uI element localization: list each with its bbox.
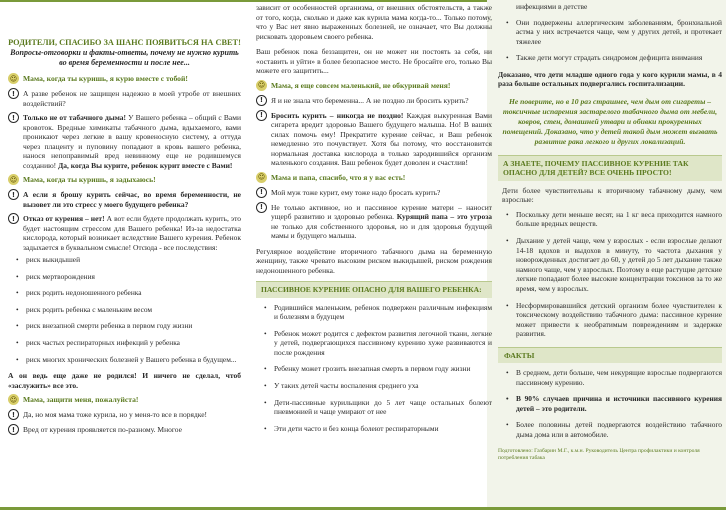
third-hand-smoke-note: Не поверите, но в 10 раз страшнее, чем дым от сигареты – токсичные испарения застарелого табачного дыма от мебели, ковров, стен, домашней утвари и обивки прокуренных помещений. Доказано, что у детей такой дым может вызвать развитие рака легкого и других локализаций. <box>502 96 718 146</box>
exclamation-icon: ! <box>8 213 19 224</box>
risk-conclusion: А он ведь еще даже не родился! И ничего не сделал, чтоб «заслужить» все это. <box>8 371 241 390</box>
paragraph: Дети более чувствительны к вторичному табачному дыму, чем взрослые: <box>502 185 722 205</box>
child-quote-4: ☺ Мама, я еще совсем маленький, не обкуривай меня! <box>257 80 451 90</box>
proven-fact: Доказано, что дети младше одного года у кого курили мамы, в 4 раза больше остальных подвергались госпитализации. <box>498 69 722 89</box>
smile-icon: ☺ <box>9 74 18 83</box>
list-item: • Несформировавшийся детский организм более чувствителен к токсическому воздействию табачного дыма: пассивное курение может привести к необратимым повреждениям и задержке развития. <box>506 301 722 339</box>
exclamation-icon: ! <box>256 187 267 198</box>
exclamation-icon: ! <box>8 409 19 420</box>
column-middle <box>256 0 492 510</box>
exclamation-icon: ! <box>256 95 267 106</box>
section-heading-passive: ПАССИВНОЕ КУРЕНИЕ ОПАСНО ДЛЯ ВАШЕГО РЕБЕНКА: <box>256 281 492 298</box>
list-item: • В 90% случаев причина и источники пассивного курения детей – это родители. <box>506 394 722 413</box>
why-list <box>498 210 722 339</box>
list-item: • Родившийся маленьким, ребенок подвержен различным инфекциям и болезням в будущем <box>264 303 492 322</box>
list-item: • Дыхание у детей чаще, чем у взрослых - если взрослые делают 14-18 вдохов и выдохов в минуту, то частота дыхания у новорожденных достигает до 60, у детей до 5 лет дыхание также намного чаще, чем у взрослых. Поэтому в еще растущие детские легкие попадают более высокие концентрации токсинов за то же время, чем у взрослых. <box>506 236 722 294</box>
passive-list <box>256 303 492 434</box>
leaflet-subtitle: Вопросы-отговорки и факты-ответы, почему не нужно курить во время беременности и после нее... <box>10 48 239 67</box>
allergy-list <box>498 18 722 63</box>
answer-2: ! Отказ от курения – нет! А вот если будете продолжать курить, это будет настоящим стрессом для Вашего ребенка! Из-за недостатка кислорода, который возникает вследствие Вашего курения. Ребенок задыхается в буквальном смысле! Отсюда - все последствия: <box>8 214 241 252</box>
section-heading-facts: ФАКТЫ <box>498 347 722 363</box>
list-item: • риск многих хронических болезней у Вашего ребенка в будущем... <box>16 355 241 365</box>
paragraph: Регулярное воздействие вторичного табачного дыма на беременную женщину, также чревато высоким риском выкидышей, риском рождения недоношенного ребенка. <box>256 246 492 275</box>
answer-4: ! Бросить курить – никогда не поздно! Каждая выкуренная Вами сигарета вредит здоровью Вашего будущего малыша. Но! В ваших силах помочь ему! Прекратите курение сейчас, и Ваш ребенок немедленно это почувствует. Хотя бы потому, что восстановится нормальная доставка кислорода в только зародившийся организм маленького создания. Ваш ребенок будет доволен и счастлив! <box>256 111 492 168</box>
child-quote-1: ☺ Мама, когда ты куришь, я курю вместе с тобой! <box>9 74 188 83</box>
answer-5: ! Не только активное, но и пассивное курение матери – наносит ущерб развитию и здоровью ребенка. Курящий папа – это угроза не только для собственного здоровья, но и для здоровья будущей мамы и будущего малыша. <box>256 203 492 241</box>
list-item: • В среднем, дети больше, чем некурящие взрослые подвергаются пассивному курению. <box>506 368 722 387</box>
list-item: • риск выкидышей <box>16 255 241 265</box>
list-item: • риск родить ребенка с маленьким весом <box>16 305 241 315</box>
list-item: • Также дети могут страдать синдромом дефицита внимания <box>506 53 722 63</box>
smile-icon: ☺ <box>9 175 18 184</box>
exclamation-icon: ! <box>8 88 19 99</box>
list-item: • Ребенку может грозить внезапная смерть в первом году жизни <box>264 364 492 374</box>
list-item: • У таких детей часты воспаления среднего уха <box>264 381 492 391</box>
list-item: • Более половины детей подвергаются воздействию табачного дыма дома или в автомобиле. <box>506 420 722 439</box>
list-item: • Эти дети часто и без конца болеют респираторными <box>264 424 492 434</box>
list-item: • Поскольку дети меньше весят, на 1 кг веса приходится намного больше вредных веществ. <box>506 210 722 229</box>
exclamation-icon: ! <box>8 424 19 435</box>
parent-question-1: ! А разве ребенок не защищен надежно в моей утробе от внешних воздействий? <box>8 89 241 108</box>
column-right <box>498 0 722 510</box>
exclamation-icon: ! <box>8 112 19 123</box>
smile-icon: ☺ <box>9 395 18 404</box>
paragraph: Ваш ребенок пока беззащитен, он не может ни постоять за себя, ни «оставить и уйти» в более безопасное место. Не бросайте его, только Вы можете его защитить... <box>256 47 492 75</box>
child-quote-5: ☺ Мама и папа, спасибо, что я у вас есть! <box>257 172 406 182</box>
exclamation-icon: ! <box>256 202 267 213</box>
list-item: • Дети-пассивные курильщики до 5 лет чаще остальных болеют пневмонией и чаще умирают от нее <box>264 398 492 417</box>
section-heading-why: А ЗНАЕТЕ, ПОЧЕМУ ПАССИВНОЕ КУРЕНИЕ ТАК ОПАСНО ДЛЯ ДЕТЕЙ? ВСЕ ОЧЕНЬ ПРОСТО! <box>498 155 722 181</box>
facts-list <box>498 368 722 440</box>
child-quote-3: ☺ Мама, защити меня, пожалуйста! <box>9 395 139 405</box>
child-quote-2: ☺ Мама, когда ты куришь, я задыхаюсь! <box>9 175 156 184</box>
list-item: • Ребенок может родится с дефектом развития легочной ткани, легкие у детей, подвергающихся пассивному курению хуже развиваются и после рождения <box>264 329 492 358</box>
answer-3: ! Вред от курения проявляется по-разному. Многое <box>8 425 241 435</box>
list-item: • Они подвержены аллергическим заболеваниям, бронхиальной астма у них встречается чаще, чем у других детей, и протекает тяжелее <box>506 18 722 47</box>
list-item: • риск родить недоношенного ребенка <box>16 288 241 298</box>
smile-icon: ☺ <box>257 81 266 89</box>
exclamation-icon: ! <box>256 110 267 121</box>
parent-question-5: ! Мой муж тоже курит, ему тоже надо бросать курить? <box>256 188 492 198</box>
smile-icon: ☺ <box>257 173 266 181</box>
paragraph: зависит от особенностей организма, от внешних обстоятельств, а также от того, когда, сколько и даже как курила мама когда-то... Только потому, что у Вас нет явно выраженных болезней, не означает, что Вы должны рисковать здоровьем своего ребенка. <box>256 3 492 41</box>
risk-list <box>8 255 241 364</box>
footer-credit: Подготовлено: Газбарин М.Г., к.м.н. Руководитель Центра профилактики и контроля потребления табака <box>498 447 700 461</box>
column-left <box>8 0 241 510</box>
parent-question-2: ! А если я брошу курить сейчас, во время беременности, не вызовет ли это стресс у моего будущего ребенка? <box>8 190 241 209</box>
list-item: • риск частых респираторных инфекций у ребенка <box>16 338 241 348</box>
list-item: • риск мертворождения <box>16 272 241 282</box>
continued-item: инфекциями в детстве <box>516 2 588 11</box>
parent-question-3: ! Да, но моя мама тоже курила, но у меня-то все в порядке! <box>8 410 241 420</box>
parent-question-4: ! Я и не знала что беременна... А не поздно ли бросить курить? <box>256 96 492 106</box>
exclamation-icon: ! <box>8 189 19 200</box>
leaflet-title: РОДИТЕЛИ, СПАСИБО ЗА ШАНС ПОЯВИТЬСЯ НА СВЕТ! <box>8 38 241 47</box>
answer-1: ! Только не от табачного дыма! У Вашего ребенка – общий с Вами кровоток. Вредные химикаты табачного дыма, вдыхаемого, вами проникают через легкие в вашу кровеносную систему, а оттуда через плаценту и пуповину попадают в кровь вашего ребенка, нанося непоправимый вред невинному еще не родившемуся созданию! Да, когда Вы курите, ребенок курит вместе с Вами! <box>8 113 241 170</box>
list-item: • риск внезапной смерти ребенка в первом году жизни <box>16 321 241 331</box>
